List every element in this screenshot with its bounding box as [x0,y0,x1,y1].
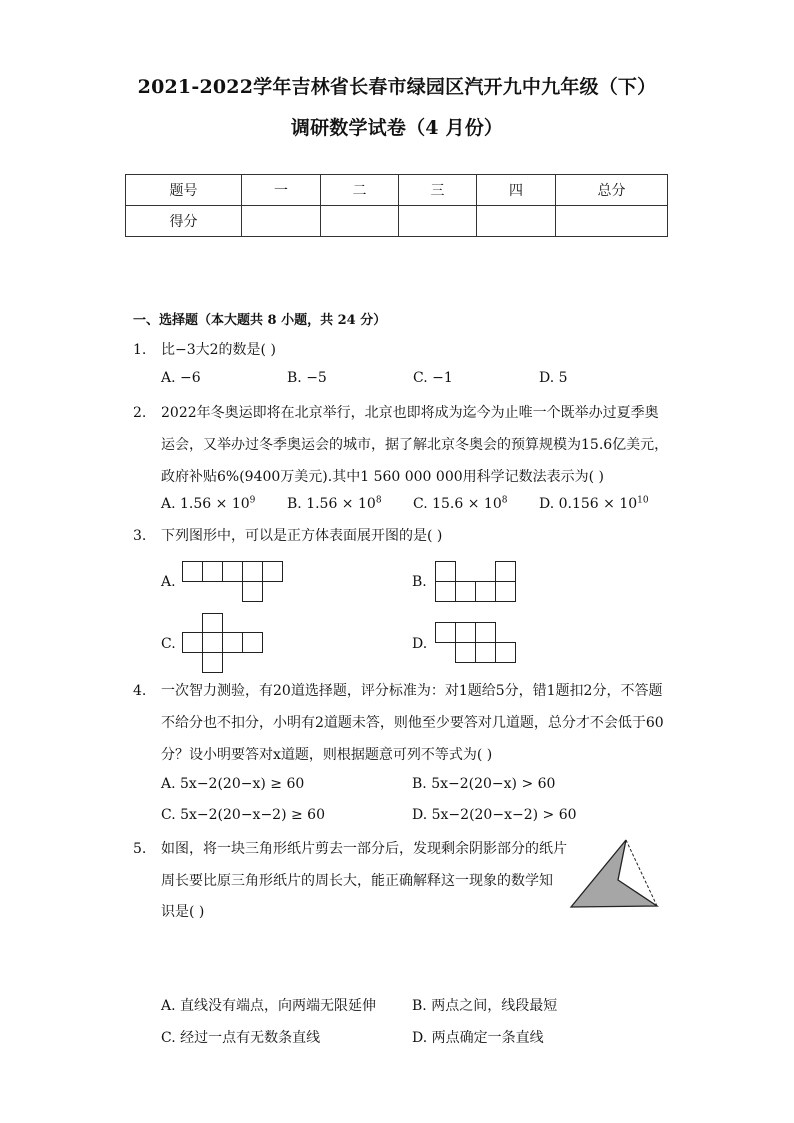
option-d: D. 5x−2(20−x−2) > 60 [412,807,577,823]
option-b [287,496,382,512]
question-text: 分？设小明要答对x道题，则根据题意可列不等式为( ) [161,747,493,763]
question-text: 2022年冬奥运即将在北京举行，北京也即将成为迄今为止唯一个既举办过夏季奥 [161,405,659,421]
score-cell: 题号 [126,175,242,206]
option-a: A. 5x−2(20−x) ≥ 60 [161,776,305,792]
cube-net-c [182,613,264,673]
question-text: 比−3大2的数是( ) [161,342,276,358]
score-table-header-row [126,175,668,206]
cube-net-b [435,561,517,602]
option-c: C. −1 [413,370,453,386]
score-input-cell [399,206,477,237]
score-table [125,174,668,237]
question-number: 4. [133,683,147,699]
exam-title-line1: 2021-2022学年吉林省长春市绿园区汽开九中九年级（下） [137,76,657,98]
option-b: B. −5 [287,370,327,386]
option-a [161,496,255,512]
score-input-cell [242,206,321,237]
question-text: 识是( ) [161,904,205,920]
triangle-figure [568,834,662,912]
question-number: 3. [133,528,147,544]
question-text: 一次智力测验，有20道选择题，评分标准为：对1题给5分，错1题扣2分，不答题 [161,683,663,699]
option-a-text: A. 1.56 × 10 [161,496,250,512]
question-number: 2. [133,405,147,421]
option-c [413,496,507,512]
shaded-remaining-paper [571,840,657,907]
option-b: B. [412,574,427,590]
option-a: A. 直线没有端点，向两端无限延伸 [161,998,377,1014]
question-text: 下列图形中，可以是正方体表面展开图的是( ) [161,528,443,544]
score-cell: 得分 [126,206,242,237]
option-a: A. −6 [161,370,201,386]
option-c: C. 经过一点有无数条直线 [161,1030,321,1046]
score-input-cell [321,206,399,237]
option-a-exponent: 9 [249,495,256,506]
option-d: D. 两点确定一条直线 [412,1030,544,1046]
option-b: B. 5x−2(20−x) > 60 [412,776,556,792]
question-text: 周长要比原三角形纸片的周长大，能正确解释这一现象的数学知 [161,873,553,889]
question-text: 如图，将一块三角形纸片剪去一部分后，发现剩余阴影部分的纸片 [161,841,567,857]
question-text: 运会，又举办过冬季奥运会的城市，据了解北京冬奥会的预算规模为15.6亿美元， [161,437,669,453]
question-text: 不给分也不扣分，小明有2道题未答，则他至少要答对几道题，总分才不会低于60 [161,715,664,731]
score-table-score-row [126,206,668,237]
option-c-exponent: 8 [501,495,508,506]
option-b-exponent: 8 [375,495,382,506]
option-c: C. [161,636,176,652]
option-c-text: C. 15.6 × 10 [413,496,502,512]
cube-net-d [435,622,517,663]
option-d: D. 5 [539,370,568,386]
score-cell: 三 [399,175,477,206]
option-d-text: D. 0.156 × 10 [539,496,638,512]
option-d: D. [412,636,428,652]
option-d [539,496,649,512]
option-a: A. [161,574,176,590]
score-input-cell [556,206,668,237]
option-b: B. 两点之间，线段最短 [412,998,558,1014]
score-cell: 二 [321,175,399,206]
option-c: C. 5x−2(20−x−2) ≥ 60 [161,807,326,823]
cube-net-a [182,561,284,602]
score-cell: 一 [242,175,321,206]
question-text: 政府补贴6%(9400万美元).其中1 560 000 000用科学记数法表示为( ) [161,469,605,485]
option-d-exponent: 10 [637,495,649,506]
question-number: 1. [133,342,147,358]
exam-title-line2: 调研数学试卷（4 月份） [290,117,504,139]
score-input-cell [477,206,556,237]
score-cell: 总分 [556,175,668,206]
option-b-text: B. 1.56 × 10 [287,496,376,512]
question-number: 5. [133,841,147,857]
section-heading: 一、选择题（本大题共 8 小题，共 24 分） [133,313,387,328]
score-cell: 四 [477,175,556,206]
